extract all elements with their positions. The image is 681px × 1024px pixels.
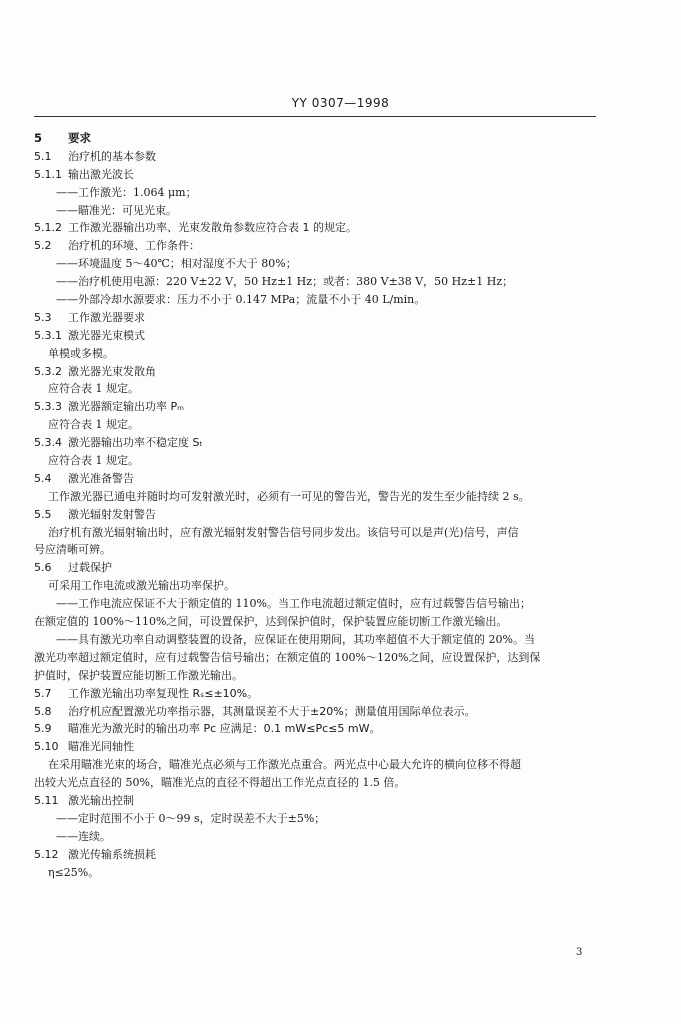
header-rule <box>34 116 596 117</box>
line-text: 工作激光器已通电并随时均可发射激光时，必须有一可见的警告光，警告光的发生至少能持续 2 s。 <box>48 489 530 503</box>
line-text: 工作激光输出功率复现性 Rₛ≤±10%。 <box>68 686 259 700</box>
section-number: 5.1.2 <box>34 221 62 235</box>
body-line <box>34 541 596 559</box>
body-line <box>34 291 596 309</box>
section-heading-5-3-3 <box>34 398 596 416</box>
section-number: 5.3.2 <box>34 364 62 378</box>
line-text: 瞄准光同轴性 <box>68 740 134 754</box>
body-line <box>34 774 596 792</box>
section-number: 5.9 <box>34 722 52 736</box>
body-line <box>34 273 596 291</box>
section-heading-5-9 <box>34 720 596 738</box>
section-heading-5-8 <box>34 703 596 721</box>
body-line <box>34 810 596 828</box>
line-text: 工作激光器要求 <box>68 310 145 324</box>
section-heading-5-12 <box>34 846 596 864</box>
line-text: ——定时范围不小于 0～99 s，定时误差不大于±5%； <box>56 811 326 825</box>
section-heading-5-2 <box>34 237 596 255</box>
line-text: ——具有激光功率自动调整装置的设备，应保证在使用期间，其功率超值不大于额定值的 20%。当 <box>56 632 535 646</box>
line-text: ——连续。 <box>56 829 111 843</box>
section-number: 5.2 <box>34 239 52 253</box>
line-text: 过载保护 <box>68 561 112 575</box>
body-line <box>34 864 596 882</box>
body-line <box>34 667 596 685</box>
line-text: ——瞄准光：可见光束。 <box>56 203 177 217</box>
line-text: 在额定值的 100%～110%之间，可设置保护，达到保护值时，保护装置应能切断工作激光输出。 <box>34 615 508 629</box>
section-number: 5 <box>34 131 43 145</box>
body-line <box>34 524 596 542</box>
section-number: 5.10 <box>34 740 59 754</box>
page-number: 3 <box>576 947 583 958</box>
line-text: 应符合表 1 规定。 <box>48 454 139 468</box>
section-heading-5-3-4 <box>34 434 596 452</box>
section-heading-5 <box>34 130 596 148</box>
line-text: ——工作激光：1.064 μm； <box>56 185 197 199</box>
line-text: 出较大光点直径的 50%，瞄准光点的直径不得超出工作光点直径的 1.5 倍。 <box>34 776 406 790</box>
section-number: 5.3.3 <box>34 400 62 414</box>
line-text: 激光器输出功率不稳定度 Sₜ <box>68 436 203 450</box>
section-number: 5.12 <box>34 847 59 861</box>
section-number: 5.8 <box>34 704 52 718</box>
line-text: 治疗机的基本参数 <box>68 149 156 163</box>
line-text: 激光输出控制 <box>68 793 134 807</box>
section-heading-5-3-2 <box>34 363 596 381</box>
line-text: ——外部冷却水源要求：压力不小于 0.147 MPa；流量不小于 40 L/min。 <box>56 293 426 307</box>
line-text: 可采用工作电流或激光输出功率保护。 <box>48 579 235 593</box>
line-text: 治疗机有激光辐射输出时，应有激光辐射发射警告信号同步发出。该信号可以是声(光)信号，声信 <box>48 525 519 539</box>
line-text: 在采用瞄准光束的场合，瞄准光点必须与工作激光点重合。两光点中心最大允许的横向位移不得超 <box>48 758 521 772</box>
section-heading-5-1-2 <box>34 219 596 237</box>
section-number: 5.4 <box>34 471 52 485</box>
body-line <box>34 416 596 434</box>
body-line <box>34 452 596 470</box>
body-line <box>34 828 596 846</box>
section-number: 5.3 <box>34 310 52 324</box>
section-number: 5.3.4 <box>34 436 62 450</box>
line-text: 工作激光器输出功率、光束发散角参数应符合表 1 的规定。 <box>68 221 357 235</box>
section-number: 5.3.1 <box>34 328 62 342</box>
line-text: 激光器额定输出功率 Pₘ <box>68 400 184 414</box>
body-line <box>34 595 596 613</box>
line-text: 应符合表 1 规定。 <box>48 418 139 432</box>
line-text: 激光功率超过额定值时，应有过载警告信号输出；在额定值的 100%～120%之间，应设置保护，达到保 <box>34 650 541 664</box>
section-heading-5-11 <box>34 792 596 810</box>
section-number: 5.5 <box>34 507 52 521</box>
body-line <box>34 380 596 398</box>
section-heading-5-3 <box>34 309 596 327</box>
section-heading-5-1-1 <box>34 166 596 184</box>
line-text: ——环境温度 5～40℃；相对湿度不大于 80%； <box>56 257 297 271</box>
body-line <box>34 631 596 649</box>
section-heading-5-5 <box>34 506 596 524</box>
section-number: 5.1 <box>34 149 52 163</box>
line-text: 治疗机应配置激光功率指示器，其测量误差不大于±20%；测量值用国际单位表示。 <box>68 704 476 718</box>
section-heading-5-4 <box>34 470 596 488</box>
line-text: 瞄准光为激光时的输出功率 Pc 应满足：0.1 mW≤Pc≤5 mW。 <box>68 722 381 736</box>
body-line <box>34 577 596 595</box>
line-text: ——治疗机使用电源：220 V±22 V，50 Hz±1 Hz；或者：380 V±38 V，50 Hz±1 Hz； <box>56 275 514 289</box>
line-text: 单模或多模。 <box>48 346 114 360</box>
section-heading-5-1 <box>34 148 596 166</box>
section-number: 5.1.1 <box>34 167 62 181</box>
line-text: 要求 <box>68 131 91 145</box>
line-text: 激光传输系统损耗 <box>68 847 156 861</box>
line-text: 激光辐射发射警告 <box>68 507 156 521</box>
section-number: 5.6 <box>34 561 52 575</box>
line-text: 激光器光束模式 <box>68 328 145 342</box>
section-heading-5-7 <box>34 685 596 703</box>
line-text: 号应清晰可辨。 <box>34 543 111 557</box>
body-line <box>34 613 596 631</box>
section-number: 5.11 <box>34 793 59 807</box>
section-heading-5-6 <box>34 559 596 577</box>
body-line <box>34 488 596 506</box>
body-line <box>34 202 596 220</box>
body-line <box>34 255 596 273</box>
line-text: 护值时，保护装置应能切断工作激光输出。 <box>34 668 243 682</box>
section-heading-5-3-1 <box>34 327 596 345</box>
line-text: 治疗机的环境、工作条件： <box>68 239 200 253</box>
line-text: 输出激光波长 <box>68 167 134 181</box>
line-text: 激光器光束发散角 <box>68 364 156 378</box>
body-line <box>34 184 596 202</box>
line-text: ——工作电流应保证不大于额定值的 110%。当工作电流超过额定值时，应有过载警告信号输出； <box>56 597 531 611</box>
section-heading-5-10 <box>34 738 596 756</box>
line-text: η≤25%。 <box>48 865 100 879</box>
document-body <box>34 130 596 881</box>
line-text: 应符合表 1 规定。 <box>48 382 139 396</box>
section-number: 5.7 <box>34 686 52 700</box>
body-line <box>34 649 596 667</box>
page-header-standard: YY 0307—1998 <box>291 96 390 110</box>
line-text: 激光准备警告 <box>68 471 134 485</box>
body-line <box>34 756 596 774</box>
body-line <box>34 345 596 363</box>
